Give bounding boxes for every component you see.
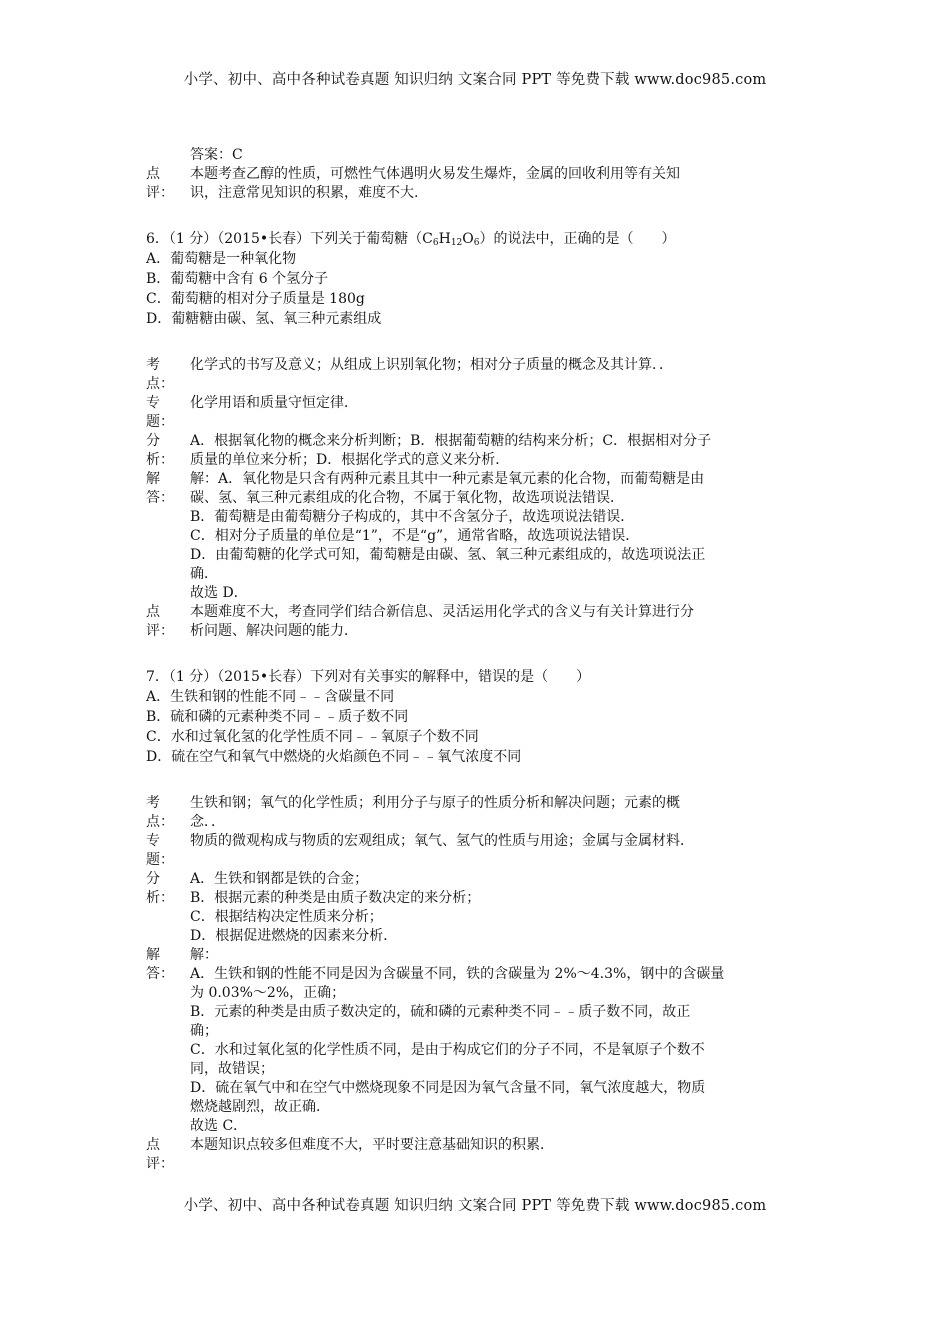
- q7-label-ti: 题：: [146, 852, 174, 868]
- q6-label-xi: 析：: [146, 452, 174, 468]
- q7-jieda-line: 解：: [190, 947, 218, 963]
- q7-option-d: D．硫在空气和氧气中燃烧的火焰颜色不同﹣﹣氧气浓度不同: [146, 749, 522, 765]
- q7-jieda-line: 故选 C．: [190, 1118, 248, 1134]
- q6-jieda-line: C．相对分子质量的单位是“1”，不是“g”，通常省略，故选项说法错误．: [190, 528, 640, 544]
- q7-stem: 7．（1 分）（2015•长春）下列对有关事实的解释中，错误的是（ ）: [146, 669, 591, 685]
- q6-dianping-line-2: 析问题、解决问题的能力．: [190, 623, 358, 639]
- q7-fenxi-line: A．生铁和钢都是铁的合金；: [190, 871, 369, 887]
- q6-jieda-line: B．葡萄糖是由葡萄糖分子构成的，其中不含氢分子，故选项说法错误．: [190, 509, 635, 525]
- prev-comment-label-2: 评：: [146, 185, 174, 201]
- prev-comment-line-1: 本题考查乙醇的性质，可燃性气体遇明火易发生爆炸，金属的回收利用等有关知: [190, 166, 680, 182]
- q7-label-dian: 点：: [146, 814, 174, 830]
- q6-label-ti: 题：: [146, 414, 174, 430]
- q6-zhuanti: 化学用语和质量守恒定律．: [190, 395, 358, 411]
- q6-label-jie: 解: [146, 471, 160, 487]
- prev-comment-line-2: 识，注意常见知识的积累，难度不大.: [190, 185, 419, 201]
- prev-comment-label-1: 点: [146, 166, 160, 182]
- q6-o: O: [462, 231, 474, 247]
- q7-option-c: C．水和过氧化氢的化学性质不同﹣﹣氧原子个数不同: [146, 729, 479, 745]
- q7-jieda-line: 同，故错误；: [190, 1061, 274, 1077]
- q7-zhuanti: 物质的微观构成与物质的宏观组成；氧气、氢气的性质与用途；金属与金属材料．: [190, 833, 694, 849]
- q6-option-c: C．葡萄糖的相对分子质量是 180g: [146, 291, 365, 307]
- q6-sub-1: 6: [432, 238, 439, 248]
- q6-dianping-line-1: 本题难度不大，考查同学们结合新信息、灵活运用化学式的含义与有关计算进行分: [190, 604, 694, 620]
- q6-label-fen: 分: [146, 433, 160, 449]
- q7-option-b: B．硫和磷的元素种类不同﹣﹣质子数不同: [146, 709, 409, 725]
- q7-option-a: A．生铁和钢的性能不同﹣﹣含碳量不同: [146, 689, 395, 705]
- q6-label-dian: 点：: [146, 376, 174, 392]
- q6-label-dianping-2: 评：: [146, 623, 174, 639]
- q6-h: H: [438, 231, 451, 247]
- q7-jieda-line: A．生铁和钢的性能不同是因为含碳量不同，铁的含碳量为 2%～4.3%，钢中的含碳量: [190, 966, 725, 982]
- q6-stem-part-a: 6．（1 分）（2015•长春）下列关于葡萄糖（C: [146, 231, 433, 247]
- q7-fenxi-line: D．根据促进燃烧的因素来分析．: [190, 928, 398, 944]
- q7-label-jie: 解: [146, 947, 160, 963]
- q6-sub-3: 6: [473, 238, 480, 248]
- prev-answer: 答案：C: [190, 147, 243, 163]
- q7-label-da: 答：: [146, 966, 174, 982]
- q6-jieda-line: 解：A．氧化物是只含有两种元素且其中一种元素是氧元素的化合物，而葡萄糖是由: [190, 471, 705, 487]
- q7-kaodian-line-2: 念．．: [190, 814, 225, 830]
- q6-stem-part-b: ）的说法中，正确的是（ ）: [479, 231, 676, 247]
- q6-jieda-line: 故选 D．: [190, 585, 248, 601]
- q6-label-zhuan: 专: [146, 395, 160, 411]
- q6-jieda-line: D．由葡萄糖的化学式可知，葡萄糖是由碳、氢、氧三种元素组成的，故选项说法正: [190, 547, 706, 563]
- q7-label-zhuan: 专: [146, 833, 160, 849]
- q7-jieda-line: 为 0.03%～2%，正确；: [190, 985, 346, 1001]
- q6-jieda-line: 确．: [190, 566, 218, 582]
- q7-label-dianping-2: 评：: [146, 1156, 174, 1172]
- q7-dianping: 本题知识点较多但难度不大，平时要注意基础知识的积累．: [190, 1137, 554, 1153]
- q6-stem: [146, 230, 676, 249]
- q6-option-d: D．葡糖糖由碳、氢、氧三种元素组成: [146, 311, 382, 327]
- q6-jieda-line: 碳、氢、氧三种元素组成的化合物，不属于氧化物，故选项说法错误．: [190, 490, 624, 506]
- q6-option-a: A．葡萄糖是一种氧化物: [146, 251, 297, 267]
- q6-label-dianping-1: 点: [146, 604, 160, 620]
- q7-jieda-line: D．硫在氧气中和在空气中燃烧现象不同是因为氧气含量不同，氧气浓度越大，物质: [190, 1080, 706, 1096]
- q7-fenxi-line: B．根据元素的种类是由质子数决定的来分析；: [190, 890, 481, 906]
- q7-jieda-line: C．水和过氧化氢的化学性质不同，是由于构成它们的分子不同，不是氧原子个数不: [190, 1042, 705, 1058]
- page-footer: 小学、初中、高中各种试卷真题 知识归纳 文案合同 PPT 等免费下载 www.doc985.com: [183, 1198, 767, 1214]
- q6-sub-2: 12: [450, 238, 463, 248]
- q6-kaodian: 化学式的书写及意义；从组成上识别氧化物；相对分子质量的概念及其计算．．: [190, 357, 673, 373]
- q6-option-b: B．葡萄糖中含有 6 个氢分子: [146, 271, 329, 287]
- q7-fenxi-line: C．根据结构决定性质来分析；: [190, 909, 383, 925]
- q7-jieda-line: B．元素的种类是由质子数决定的，硫和磷的元素种类不同﹣﹣质子数不同，故正: [190, 1004, 691, 1020]
- q7-label-xi: 析：: [146, 890, 174, 906]
- q7-kaodian-line-1: 生铁和钢；氧气的化学性质；利用分子与原子的性质分析和解决问题；元素的概: [190, 795, 680, 811]
- q7-jieda-line: 确；: [190, 1023, 218, 1039]
- q6-label-kao: 考: [146, 357, 160, 373]
- q6-fenxi-line-1: A．根据氧化物的概念来分析判断；B．根据葡萄糖的结构来分析；C．根据相对分子: [190, 433, 712, 449]
- q6-label-da: 答：: [146, 490, 174, 506]
- q6-fenxi-line-2: 质量的单位来分析；D．根据化学式的意义来分析．: [190, 452, 510, 468]
- q7-label-dianping-1: 点: [146, 1137, 160, 1153]
- q7-label-fen: 分: [146, 871, 160, 887]
- page-header: 小学、初中、高中各种试卷真题 知识归纳 文案合同 PPT 等免费下载 www.doc985.com: [183, 72, 767, 88]
- q7-jieda-line: 燃烧越剧烈，故正确．: [190, 1099, 330, 1115]
- q7-label-kao: 考: [146, 795, 160, 811]
